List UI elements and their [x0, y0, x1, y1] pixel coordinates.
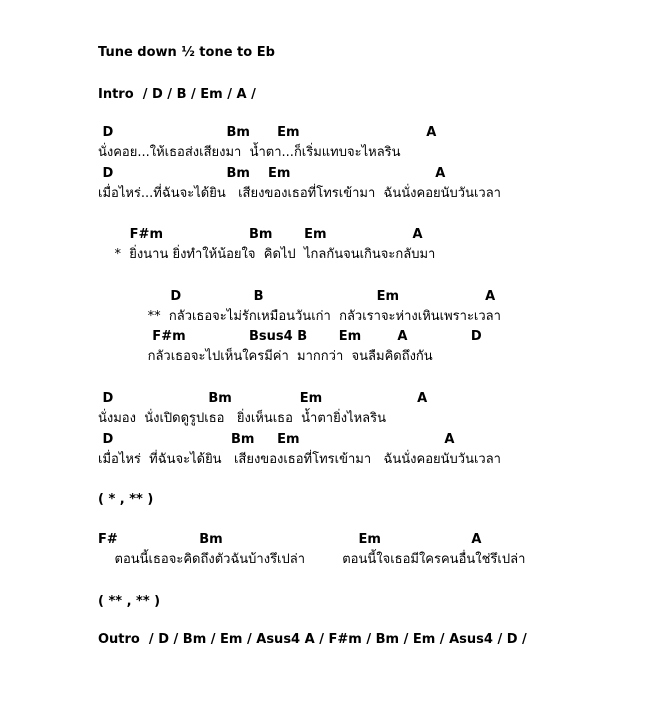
- chorus-lyric-2: กลัวเธอจะไปเห็นใครมีค่า มากกว่า จนลืมคิดถึงกัน: [98, 349, 433, 364]
- repeat-marker-1: ( * , ** ): [98, 492, 154, 507]
- tuning-line: Tune down ½ tone to Eb: [98, 45, 275, 60]
- verse2-lyric-1: นั่งมอง นั่งเปิดดูรูปเธอ ยิ่งเห็นเธอ น้ำตายิ่งไหลริน: [98, 411, 387, 426]
- bridge-chords: F# Bm Em A: [98, 532, 482, 547]
- chorus-chords-2: F#m Bsus4 B Em A D: [98, 329, 482, 344]
- verse2-chords-2: D Bm Em A: [98, 432, 455, 447]
- outro-line: Outro / D / Bm / Em / Asus4 A / F#m / Bm / Em / Asus4 / D /: [98, 632, 527, 647]
- verse1-chords-2: D Bm Em A: [98, 166, 446, 181]
- verse1-lyric-2: เมื่อไหร่...ที่ฉันจะได้ยิน เสียงของเธอที่โทรเข้ามา ฉันนั่งคอยนับวันเวลา: [98, 186, 501, 201]
- verse2-chords-1: D Bm Em A: [98, 391, 428, 406]
- intro-line: Intro / D / B / Em / A /: [98, 87, 256, 102]
- repeat-marker-2: ( ** , ** ): [98, 594, 161, 609]
- bridge-lyric: ตอนนี้เธอจะคิดถึงตัวฉันบ้างรึเปล่า ตอนนี้ใจเธอมีใครคนอื่นใช่รึเปล่า: [98, 552, 526, 567]
- verse1-chords-1: D Bm Em A: [98, 125, 437, 140]
- prechorus-lyric: * ยิ่งนาน ยิ่งทำให้น้อยใจ คิดไป ไกลกันจนเกินจะกลับมา: [98, 247, 436, 262]
- prechorus-chords: F#m Bm Em A: [98, 227, 423, 242]
- chorus-lyric-1: ** กลัวเธอจะไม่รักเหมือนวันเก่า กลัวเราจะห่างเหินเพราะเวลา: [98, 309, 501, 324]
- verse1-lyric-1: นั่งคอย...ให้เธอส่งเสียงมา น้ำตา...ก็เริ่มแทบจะไหลริน: [98, 145, 401, 160]
- chorus-chords-1: D B Em A: [98, 289, 496, 304]
- verse2-lyric-2: เมื่อไหร่ ที่ฉันจะได้ยิน เสียงของเธอที่โทรเข้ามา ฉันนั่งคอยนับวันเวลา: [98, 452, 501, 467]
